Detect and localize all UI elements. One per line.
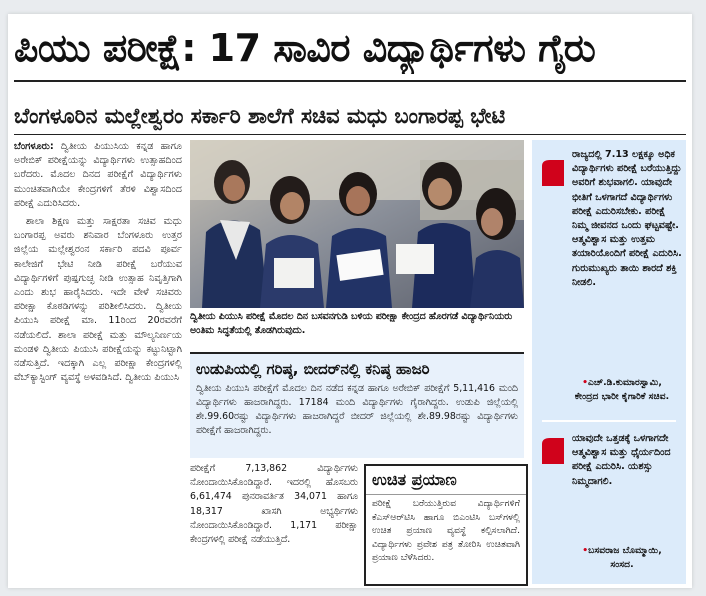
dateline: ಬೆಂಗಳೂರು: (14, 141, 54, 152)
article-continuation: ಪರೀಕ್ಷೆಗೆ 7,13,862 ವಿದ್ಯಾರ್ಥಿಗಳು ನೋಂದಾಯಿಸಿಕೊಂಡಿದ್ದಾರೆ. ಇದರಲ್ಲಿ ಹೊಸಬರು 6,61,474 ಪುನರಾವರ್ತಿತ 34,071 ಹಾಗೂ 18,317 ಖಾಸಗಿ ಅಭ್ಯರ್ಥಿಗಳು ನೋಂದಾಯಿಸಿಕೊಂಡಿದ್ದಾರೆ. 1,171 ಪರೀಕ್ಷಾ ಕೇಂದ್ರಗಳಲ್ಲಿ ಪರೀಕ್ಷೆ ನಡೆಯುತ್ತಿದೆ. (190, 463, 358, 546)
subheadline: ಬೆಂಗಳೂರಿನ ಮಲ್ಲೇಶ್ವರಂ ಸರ್ಕಾರಿ ಶಾಲೆಗೆ ಸಚಿವ ಮಧು ಬಂಗಾರಪ್ಪ ಭೇಟಿ (14, 104, 506, 128)
quote-1-name: ಎಚ್.ಡಿ.ಕುಮಾರಸ್ವಾಮಿ, (588, 377, 662, 388)
headline-rule (14, 80, 686, 82)
quote-1-text: ರಾಜ್ಯದಲ್ಲಿ 7.13 ಲಕ್ಷಕ್ಕೂ ಅಧಿಕ ವಿದ್ಯಾರ್ಥಿಗಳು ಪರೀಕ್ಷೆ ಬರೆಯುತ್ತಿದ್ದು ಅವರಿಗೆ ಶುಭವಾಗಲಿ. ಯಾವುದೇ ಭೀತಿಗೆ ಒಳಗಾಗದೆ ವಿದ್ಯಾರ್ಥಿಗಳು ಪರೀಕ್ಷೆ ಎದುರಿಸಬೇಕು. ಪರೀಕ್ಷೆ ನಿಮ್ಮ ಜೀವನದ ಒಂದು ಘಟ್ಟವಷ್ಟೇ. ಆತ್ಮವಿಶ್ವಾಸ ಮತ್ತು ಉತ್ತಮ ತಯಾರಿಯೊಂದಿಗೆ ಪರೀಕ್ಷೆ ಎದುರಿಸಿ. ಗುರುಮುಖ್ಯರು ತಾಯಿ ಶಾರದೆ ಶಕ್ತಿ ನೀಡಲಿ. (572, 149, 682, 288)
quote-1 (532, 140, 686, 410)
quote-2 (532, 426, 686, 584)
article-column (14, 140, 182, 584)
news-photo (190, 140, 524, 308)
attendance-title: ಉಡುಪಿಯಲ್ಲಿ ಗರಿಷ್ಠ, ಬೀದರ್‌ನಲ್ಲಿ ಕನಿಷ್ಠ ಹಾಜರಿ (196, 360, 430, 378)
headline: ಪಿಯು ಪರೀಕ್ಷೆ: 17 ಸಾವಿರ ವಿದ್ಯಾರ್ಥಿಗಳು ಗೈರು (14, 26, 596, 70)
attendance-body: ದ್ವಿತೀಯ ಪಿಯುಸಿ ಪರೀಕ್ಷೆಗೆ ಮೊದಲ ದಿನ ನಡೆದ ಕನ್ನಡ ಹಾಗೂ ಅರೇಬಿಕ್ ಪರೀಕ್ಷೆಗೆ 5,11,416 ಮಂದಿ ವಿದ್ಯಾರ್ಥಿಗಳು ಹಾಜರಾಗಿದ್ದರು. 17184 ಮಂದಿ ವಿದ್ಯಾರ್ಥಿಗಳು ಗೈರಾಗಿದ್ದರು. ಉಡುಪಿ ಜಿಲ್ಲೆಯಲ್ಲಿ ಶೇ.99.60ರಷ್ಟು ವಿದ್ಯಾರ್ಥಿಗಳು ಹಾಜರಾಗಿದ್ದರೆ ಬೀದರ್ ಜಿಲ್ಲೆಯಲ್ಲಿ ಶೇ.89.98ರಷ್ಟು ವಿದ್ಯಾರ್ಥಿಗಳು ಪರೀಕ್ಷೆಗೆ ಹಾಜರಾಗಿದ್ದರು. (196, 383, 518, 436)
quote-2-role: ಸಂಸದ. (610, 558, 634, 570)
newspaper-page (8, 14, 692, 588)
article-para-2: ಶಾಲಾ ಶಿಕ್ಷಣ ಮತ್ತು ಸಾಕ್ಷರತಾ ಸಚಿವ ಮಧು ಬಂಗಾರಪ್ಪ ಅವರು ಶನಿವಾರ ಬೆಂಗಳೂರು ಉತ್ತರ ಜಿಲ್ಲೆಯ ಮಲ್ಲೇಶ್ವರಂನ ಸರ್ಕಾರಿ ಪದವಿ ಪೂರ್ವ ಕಾಲೇಜಿಗೆ ಭೇಟಿ ನೀಡಿ ಪರೀಕ್ಷೆ ಬರೆಯುವ ವಿದ್ಯಾರ್ಥಿಗಳಿಗೆ ಪುಷ್ಪಗುಚ್ಛ ನೀಡಿ ಉತ್ಸಾಹ ನಿವೃತ್ತಿಗಾಗಿ ಎಂದು ಶುಭ ಹಾರೈಸಿದರು. ಇದೇ ವೇಳೆ ಸಚಿವರು ಪರೀಕ್ಷಾ ಕೊಠಡಿಗಳನ್ನು ಪರಿಶೀಲಿಸಿದರು. ದ್ವಿತೀಯ ಪಿಯುಸಿ ಪರೀಕ್ಷೆ ಮಾ. 11ರಿಂದ 20ರವರೆಗೆ ನಡೆಯಲಿದೆ. ಶಾಲಾ ಪರೀಕ್ಷೆ ಮತ್ತು ಮೌಲ್ಯನಿರ್ಣಯ ಮಂಡಳಿ ದ್ವಿತೀಯ ಪಿಯುಸಿ ಪರೀಕ್ಷೆಯನ್ನು ಕಟ್ಟುನಿಟ್ಟಾಗಿ ನಡೆಸುತ್ತಿದೆ. ಇದಕ್ಕಾಗಿ ಎಲ್ಲ ಪರೀಕ್ಷಾ ಕೇಂದ್ರಗಳಲ್ಲಿ ವೆಬ್‌ಕ್ಯಾಸ್ಟಿಂಗ್ ವ್ಯವಸ್ಥೆ ಅಳವಡಿಸಿದೆ. ದ್ವಿತೀಯ ಪಿಯುಸಿ (14, 216, 182, 384)
free-travel-title: ಉಚಿತ ಪ್ರಯಾಣ (366, 466, 526, 495)
quote-divider (542, 420, 676, 422)
quote-1-role: ಕೇಂದ್ರದ ಭಾರೀ ಕೈಗಾರಿಕೆ ಸಚಿವ. (574, 390, 670, 402)
article-para-1 (14, 141, 182, 209)
quote-1-attribution: •ಎಚ್.ಡಿ.ಕುಮಾರಸ್ವಾಮಿ, ಕೇಂದ್ರದ ಭಾರೀ ಕೈಗಾರಿಕೆ ಸಚಿವ. (574, 377, 670, 402)
quotes-sidebar (532, 140, 686, 584)
photo-caption: ದ್ವಿತೀಯ ಪಿಯುಸಿ ಪರೀಕ್ಷೆ ಮೊದಲ ದಿನ ಬಸವನಗುಡಿ ಬಳಿಯ ಪರೀಕ್ಷಾ ಕೇಂದ್ರದ ಹೊರಗಡೆ ವಿದ್ಯಾರ್ಥಿನಿಯರು ಅಂತಿಮ ಸಿದ್ಧತೆಯಲ್ಲಿ ತೊಡಗಿರುವುದು. (190, 311, 513, 336)
free-travel-body: ಪರೀಕ್ಷೆ ಬರೆಯುತ್ತಿರುವ ವಿದ್ಯಾರ್ಥಿಗಳಿಗೆ ಕೆಎಸ್ಆರ್‌ಟಿಸಿ ಹಾಗೂ ಬಿಎಂಟಿಸಿ ಬಸ್‌ಗಳಲ್ಲಿ ಉಚಿತ ಪ್ರಯಾಣ ವ್ಯವಸ್ಥೆ ಕಲ್ಪಿಸಲಾಗಿದೆ. ವಿದ್ಯಾರ್ಥಿಗಳು ಪ್ರವೇಶ ಪತ್ರ ತೋರಿಸಿ ಉಚಿತವಾಗಿ ಪ್ರಯಾಣ ಬೆಳೆಸಿದರು. (372, 498, 520, 564)
quote-mark-icon (540, 436, 566, 466)
article-lead: ದ್ವಿತೀಯ ಪಿಯುಸಿಯ ಕನ್ನಡ ಹಾಗೂ ಅರೇಬಿಕ್ ಪರೀಕ್ಷೆಯನ್ನು ವಿದ್ಯಾರ್ಥಿಗಳು ಉತ್ಸಾಹದಿಂದ ಬರೆದರು. ಮೊದಲ ದಿನದ ಪರೀಕ್ಷೆಗೆ ವಿದ್ಯಾರ್ಥಿಗಳು ಮುಂಚಿತವಾಗಿಯೇ ಕೇಂದ್ರಗಳಿಗೆ ತೆರಳಿ ವಿಶ್ವಾಸದಿಂದ ಪರೀಕ್ಷೆ ಎದುರಿಸಿದರು. (14, 141, 182, 209)
quote-2-name: ಬಸವರಾಜ ಬೊಮ್ಮಾಯಿ, (588, 545, 662, 556)
quote-mark-icon (540, 158, 566, 188)
quote-2-attribution: •ಬಸವರಾಜ ಬೊಮ್ಮಾಯಿ, ಸಂಸದ. (582, 545, 662, 570)
attendance-box (190, 352, 524, 458)
free-travel-box (364, 464, 528, 586)
subheadline-rule (14, 134, 686, 135)
students-photo-illustration (190, 140, 524, 308)
quote-2-text: ಯಾವುದೇ ಒತ್ತಡಕ್ಕೆ ಒಳಗಾಗದೇ ಆತ್ಮವಿಶ್ವಾಸ ಮತ್ತು ಧೈರ್ಯದಿಂದ ಪರೀಕ್ಷೆ ಎದುರಿಸಿ. ಯಶಸ್ಸು ನಿಮ್ಮದಾಗಲಿ. (572, 433, 671, 487)
